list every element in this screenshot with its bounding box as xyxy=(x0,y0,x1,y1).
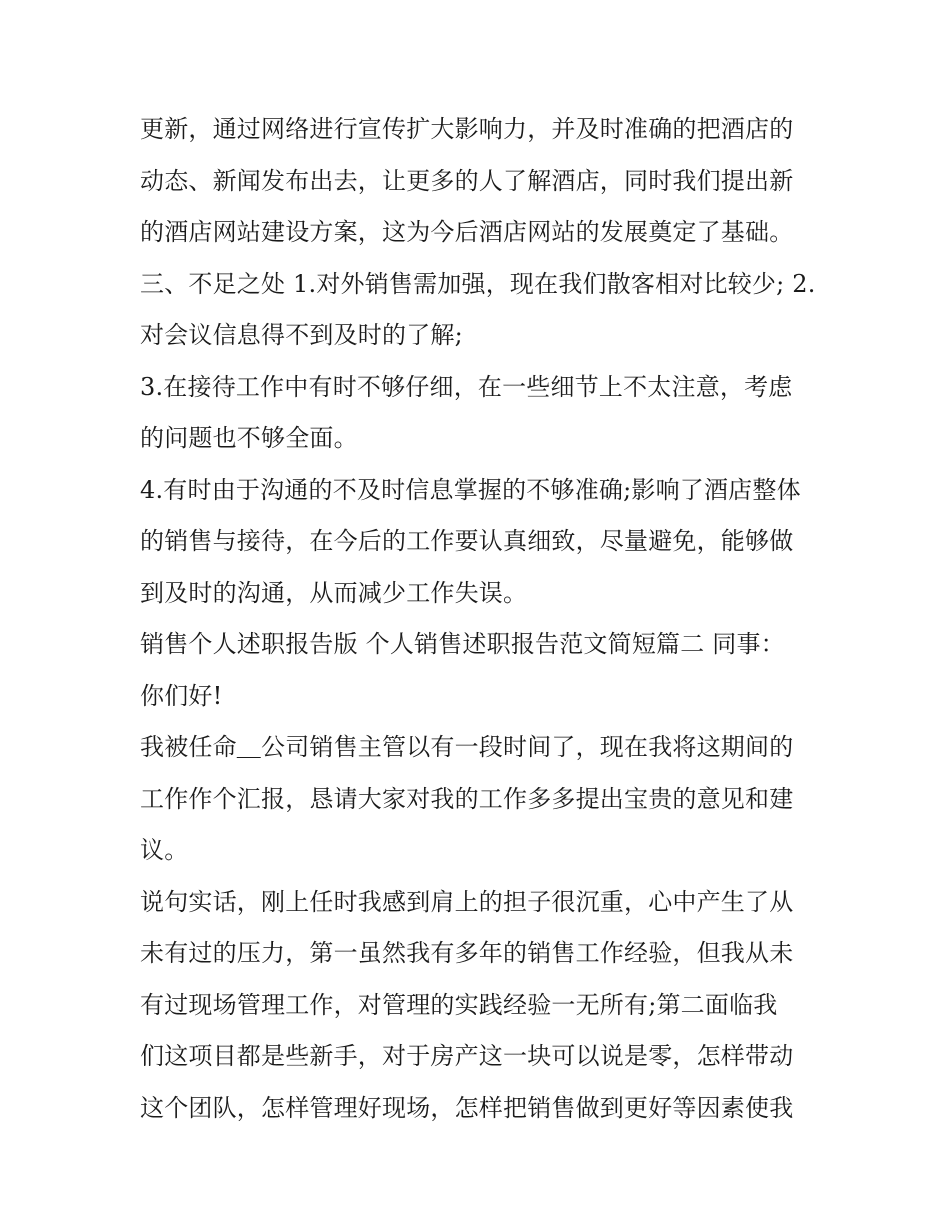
text-line-1: 更新，通过网络进行宣传扩大影响力，并及时准确的把酒店的 xyxy=(140,115,794,143)
text-line-2: 动态、新闻发布出去，让更多的人了解酒店，同时我们提出新 xyxy=(140,166,794,195)
text-line-3: 的酒店网站建设方案，这为今后酒店网站的发展奠定了基础。 xyxy=(140,218,794,246)
text-line-18: 有过现场管理工作，对管理的实践经验一无所有;第二面临我 xyxy=(140,990,778,1019)
text-line-16: 说句实话，刚上任时我感到肩上的担子很沉重，心中产生了从 xyxy=(140,887,794,916)
text-line-19: 们这项目都是些新手，对于房产这一块可以说是零，怎样带动 xyxy=(140,1042,794,1070)
text-line-14: 工作作个汇报，恳请大家对我的工作多多提出宝贵的意见和建 xyxy=(140,784,794,813)
document-body xyxy=(140,107,820,1137)
text-line-13: 我被任命＿公司销售主管以有一段时间了，现在我将这期间的 xyxy=(140,733,794,761)
text-line-10: 到及时的沟通，从而减少工作失误。 xyxy=(140,578,528,607)
text-line-7: 的问题也不够全面。 xyxy=(140,424,358,452)
text-line-20: 这个团队，怎样管理好现场，怎样把销售做到更好等因素使我 xyxy=(140,1093,794,1122)
text-line-4: 三、不足之处 1.对外销售需加强，现在我们散客相对比较少; 2. xyxy=(140,269,816,298)
text-line-9: 的销售与接待，在今后的工作要认真细致，尽量避免，能够做 xyxy=(140,527,794,555)
text-line-12: 你们好! xyxy=(140,681,223,710)
text-line-5: 对会议信息得不到及时的了解; xyxy=(140,321,463,349)
text-line-8: 4.有时由于沟通的不及时信息掌握的不够准确;影响了酒店整体 xyxy=(140,475,801,504)
text-line-15: 议。 xyxy=(140,836,189,864)
text-line-6: 3.在接待工作中有时不够仔细，在一些细节上不太注意，考虑 xyxy=(140,372,793,401)
section-heading: 销售个人述职报告版 个人销售述职报告范文简短篇二 同事： xyxy=(140,630,785,658)
text-line-17: 未有过的压力，第一虽然我有多年的销售工作经验，但我从未 xyxy=(140,939,794,967)
